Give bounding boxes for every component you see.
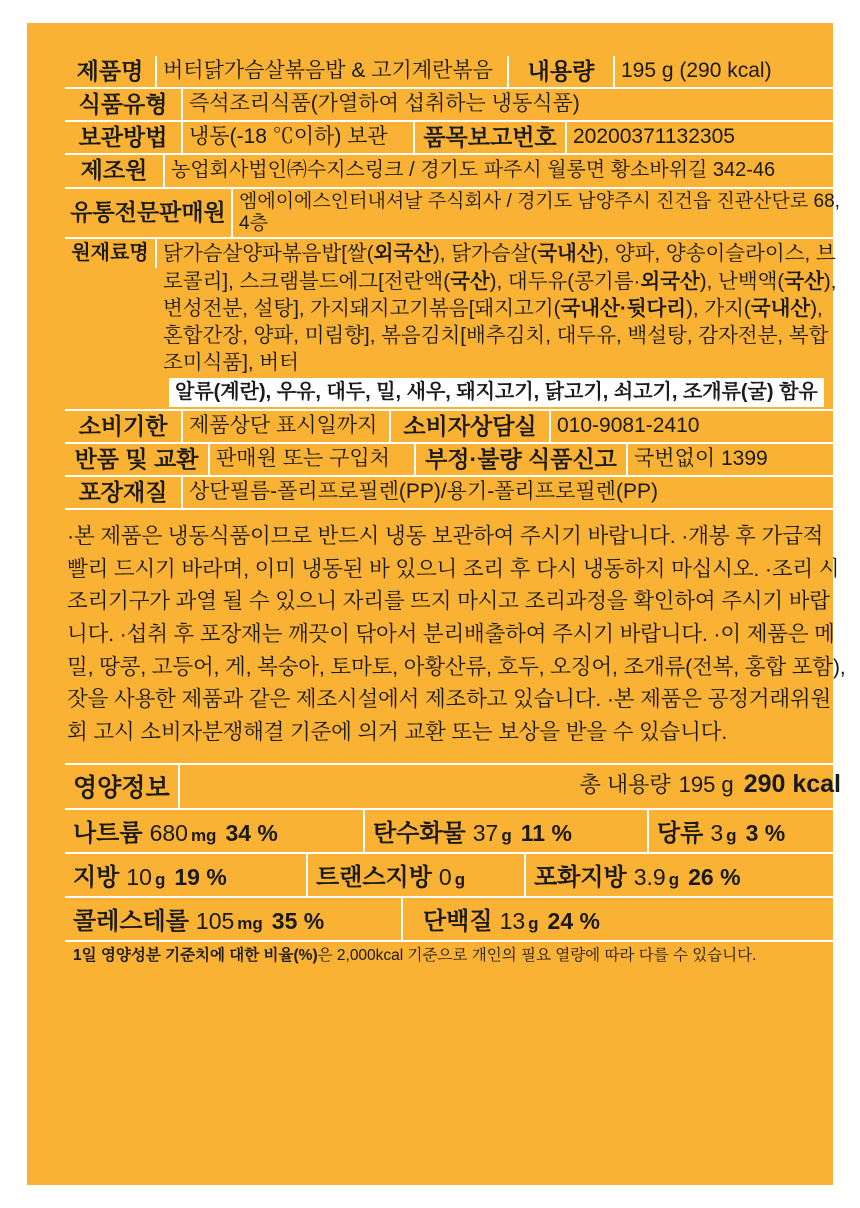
product-name-value: 버터닭가슴살볶음밥 & 고기계란볶음 (157, 56, 509, 87)
return-exchange-label: 반품 및 교환 (65, 444, 210, 475)
nutrient-fat (65, 854, 308, 896)
packaging-value: 상단필름-폴리프로필렌(PP)/용기-폴리프로필렌(PP) (189, 479, 658, 503)
nutrient-name: 콜레스테롤 (73, 907, 189, 935)
nutrition-footnote (65, 942, 849, 968)
return-exchange-value: 판매원 또는 구입처 (210, 444, 416, 475)
nutrient-name: 트랜스지방 (316, 863, 432, 891)
nutrient-name: 포화지방 (534, 863, 627, 891)
nutrient-amount: 3.9 (633, 863, 666, 890)
nutrient-amount: 37 (472, 819, 499, 846)
distributor-label: 유통전문판매원 (65, 189, 233, 238)
nutrition-table (65, 763, 849, 968)
nutrient-name: 단백질 (423, 907, 493, 935)
nutrient-name: 나트륨 (73, 819, 143, 847)
nutrient-amount: 13 (499, 907, 526, 934)
food-type-label: 식품유형 (65, 89, 183, 120)
nutrient-percent: 3 % (745, 819, 786, 846)
row-ingredients (65, 239, 849, 410)
food-type-value: 즉석조리식품(가열하여 섭취하는 냉동식품) (189, 92, 580, 116)
report-bad-food-label: 부정·불량 식품신고 (416, 444, 628, 475)
report-number-value: 20200371132305 (573, 125, 735, 149)
nutrient-sugars (649, 810, 849, 852)
row-manufacturer (65, 155, 849, 188)
amount-value: 195 g (290 kcal) (621, 59, 772, 83)
nutrient-name: 탄수화물 (373, 819, 466, 847)
nutrient-unit: g (454, 869, 466, 889)
total-label: 총 내용량 (579, 771, 671, 797)
storage-label: 보관방법 (65, 122, 183, 153)
label-panel (27, 23, 846, 1185)
nutrient-cholesterol (65, 898, 403, 940)
nutrient-trans-fat (308, 854, 526, 896)
total-amount: 195 g (678, 771, 734, 797)
nutrient-sodium (65, 810, 365, 852)
product-name-label: 제품명 (65, 56, 157, 87)
row-storage (65, 122, 849, 155)
row-packaging (65, 477, 849, 510)
footnote-bold: 1일 영양성분 기준치에 대한 비율(%) (73, 946, 318, 964)
consumer-service-value: 010-9081-2410 (557, 413, 700, 437)
nutrient-percent: 26 % (688, 863, 741, 890)
expiry-value: 제품상단 표시일까지 (183, 411, 391, 442)
distributor-value: 엠에이에스인터내셔날 주식회사 / 경기도 남양주시 진건읍 진관산단로 68, 4층 (239, 190, 840, 234)
nutrient-carbohydrate (365, 810, 649, 852)
allergy-value: 알류(계란), 우유, 대두, 밀, 새우, 돼지고기, 닭고기, 쇠고기, 조개류(굴) 함유 (169, 378, 824, 407)
nutrient-amount: 0 (438, 863, 452, 890)
nutrient-protein (403, 898, 849, 940)
nutrient-unit: g (668, 869, 680, 889)
nutrient-unit: g (726, 825, 737, 845)
row-distributor (65, 189, 849, 240)
nutrient-percent: 19 % (174, 863, 227, 890)
manufacturer-value: 농업회사법인㈜수지스링크 / 경기도 파주시 월롱면 황소바위길 342-46 (171, 159, 776, 182)
row-return (65, 444, 849, 477)
nutrition-total (180, 765, 849, 808)
report-bad-food-value: 국번없이 1399 (634, 446, 768, 470)
ingredients-label: 원재료명 (65, 239, 157, 268)
row-product-name (65, 56, 849, 89)
nutrient-unit: g (528, 913, 539, 933)
nutrient-amount: 10 (126, 863, 152, 890)
storage-value: 냉동(-18 ℃이하) 보관 (183, 122, 415, 153)
nutrition-row-1 (65, 810, 849, 854)
nutrient-unit: g (501, 825, 512, 845)
row-expiry (65, 411, 849, 444)
nutrient-percent: 35 % (271, 907, 325, 934)
ingredients-value: 닭가슴살양파볶음밥[쌀(외국산), 닭가슴살(국내산), 양파, 양송이슬라이스, 브로콜리], 스크램블드에그[전란액(국산), 대두유(콩기름·외국산), 난백액(국산), 변성전분, 설탕], 가지돼지고기볶음[돼지고기(국내산·뒷다리), 가지(국내산), 혼합간장, 양파, 미림향], 볶음김치[배추김치, 대두유, 백설탕, 감자전분, 복합조미식품], 버터 (163, 242, 837, 375)
nutrient-amount: 680 (149, 819, 188, 846)
nutrient-name: 지방 (73, 863, 120, 891)
nutrition-header-row (65, 765, 849, 810)
nutrient-unit: g (154, 869, 166, 889)
ingredients-body (157, 239, 849, 408)
nutrient-unit: mg (237, 913, 263, 933)
nutrition-row-3 (65, 898, 849, 942)
packaging-label: 포장재질 (65, 477, 183, 508)
nutrition-title: 영양정보 (65, 765, 180, 808)
nutrient-unit: mg (190, 825, 217, 845)
nutrient-amount: 3 (710, 819, 724, 846)
label-content (65, 56, 849, 968)
nutrient-percent: 24 % (547, 907, 600, 934)
nutrient-name: 당류 (657, 819, 704, 847)
allergy-line (163, 378, 847, 407)
row-food-type (65, 89, 849, 122)
report-number-label: 품목보고번호 (415, 122, 567, 153)
nutrient-saturated-fat (526, 854, 849, 896)
consumer-service-label: 소비자상담실 (391, 411, 551, 442)
nutrition-row-2 (65, 854, 849, 898)
manufacturer-label: 제조원 (65, 155, 165, 186)
amount-label: 내용량 (509, 56, 615, 87)
expiry-label: 소비기한 (65, 411, 183, 442)
nutrient-amount: 105 (195, 907, 235, 934)
footnote-rest: 은 2,000kcal 기준으로 개인의 필요 열량에 따라 다를 수 있습니다. (317, 946, 757, 964)
nutrient-percent: 34 % (225, 819, 278, 846)
total-calories: 290 kcal (743, 769, 841, 798)
nutrient-percent: 11 % (520, 819, 572, 846)
notice-text: ·본 제품은 냉동식품이므로 반드시 냉동 보관하여 주시기 바랍니다. ·개봉 후 가급적 빨리 드시기 바라며, 이미 냉동된 바 있으니 조리 후 다시 냉동하지 마십시오. ·조리 시 조리기구가 과열 될 수 있으니 자리를 뜨지 마시고 조리과정을 확인하여 주시기 바랍니다. ·섭취 후 포장재는 깨끗이 닦아서 분리배출하여 주시기 바랍니다. ·이 제품은 메밀, 땅콩, 고등어, 게, 복숭아, 토마토, 아황산류, 호두, 오징어, 조개류(전복, 홍합 포함), 잣을 사용한 제품과 같은 제조시설에서 제조하고 있습니다. ·본 제품은 공정거래위원회 고시 소비자분쟁해결 기준에 의거 교환 또는 보상을 받을 수 있습니다. (67, 523, 846, 744)
